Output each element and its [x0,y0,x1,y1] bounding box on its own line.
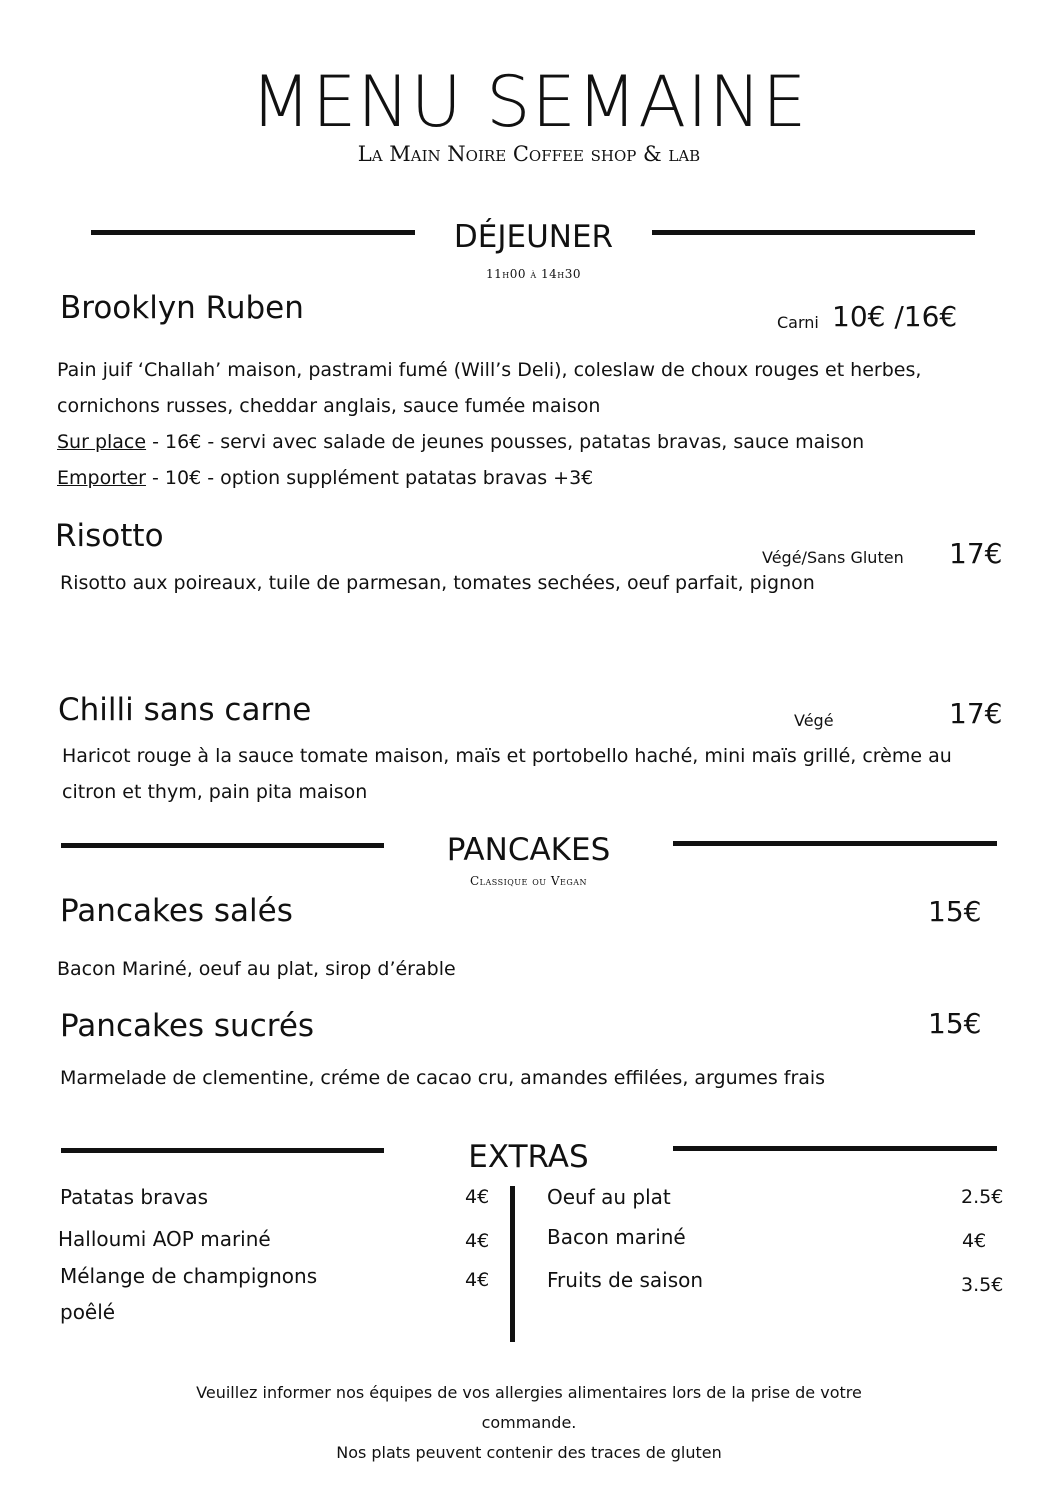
dish-tag: Carni [777,313,819,332]
shop-subtitle: La Main Noire Coffee shop & lab [357,142,701,166]
option-label: Sur place [57,431,147,453]
dish-description: Risotto aux poireaux, tuile de parmesan, tomates sechées, oeuf parfait, pignon [60,572,815,594]
allergy-notice: Veuillez informer nos équipes de vos allergies alimentaires lors de la prise de votre [196,1383,862,1402]
dish-price: 17€ [949,537,1003,570]
column-divider [510,1186,515,1342]
extra-name: Patatas bravas [60,1185,209,1209]
section-divider-right [673,1146,997,1151]
extra-price: 3.5€ [961,1274,1004,1296]
section-divider-left [61,1148,384,1153]
extra-price: 4€ [465,1186,490,1208]
dish-description: Haricot rouge à la sauce tomate maison, maïs et portobello haché, mini maïs grillé, crème au citron et thym, pain pita maison [62,745,952,803]
dish-price: 15€ [928,1007,982,1040]
dish-name: Risotto [55,518,164,554]
dish-price: 17€ [949,697,1003,730]
section-divider-left [61,843,384,848]
allergy-notice-continued: commande. [481,1413,577,1432]
section-divider-right [673,841,997,846]
extra-name: Mélange de champignons [60,1264,318,1288]
dish-price: 15€ [928,895,982,928]
dish-option-emporter [57,460,1007,496]
dish-description: Marmelade de clementine, créme de cacao cru, amandes effilées, argumes frais [60,1067,826,1089]
extra-name: Fruits de saison [547,1268,704,1292]
dish-name: Chilli sans carne [58,692,312,728]
section-hours: 11h00 à 14h30 [486,267,581,281]
extra-name-continued: poêlé [60,1300,116,1324]
option-text: - 10€ - option supplément patatas bravas +3€ [145,467,594,489]
menu-title: MENU SEMAINE [250,61,808,143]
dish-description: Pain juif ‘Challah’ maison, pastrami fumé (Will’s Deli), coleslaw de choux rouges et herbes, cornichons russes, cheddar anglais, sauce fumée maison [57,359,922,417]
section-title-extras: EXTRAS [468,1139,589,1175]
dish-tag: Végé [794,711,834,730]
section-divider-right [652,230,975,235]
extra-price: 4€ [962,1230,987,1252]
extra-name: Bacon mariné [547,1225,686,1249]
gluten-notice: Nos plats peuvent contenir des traces de gluten [336,1443,722,1462]
section-title-dejeuner: DÉJEUNER [453,219,614,255]
option-text: - 16€ - servi avec salade de jeunes pousses, patatas bravas, sauce maison [146,431,865,453]
dish-name: Pancakes sucrés [60,1008,315,1044]
extra-price: 4€ [465,1230,490,1252]
option-label: Emporter [57,467,146,489]
extra-name: Halloumi AOP mariné [58,1227,271,1251]
extra-price: 4€ [465,1269,490,1291]
extra-name: Oeuf au plat [547,1185,671,1209]
dish-tag: Végé/Sans Gluten [762,548,904,567]
extra-price: 2.5€ [961,1186,1004,1208]
dish-name: Pancakes salés [60,893,293,929]
section-subtitle: Classique ou Vegan [470,874,587,888]
section-title-pancakes: PANCAKES [446,832,611,868]
dish-name: Brooklyn Ruben [60,290,304,326]
dish-description: Bacon Mariné, oeuf au plat, sirop d’érable [57,958,456,980]
dish-price: 10€ /16€ [832,300,958,333]
section-divider-left [91,230,415,235]
dish-option-sur-place [57,424,1007,460]
